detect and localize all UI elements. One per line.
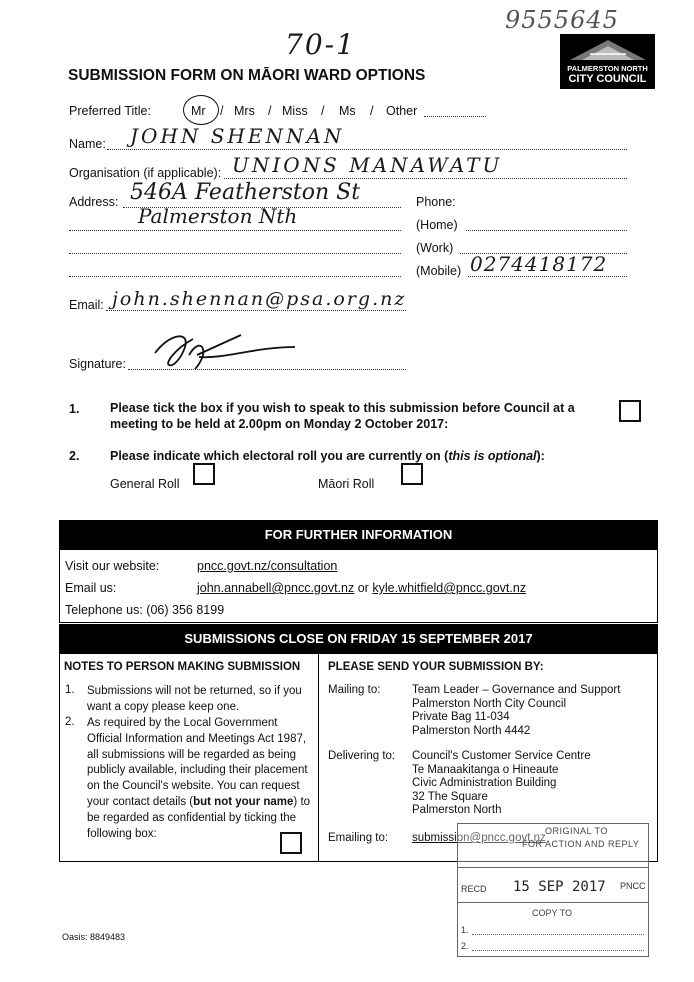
stamp-original-to: ORIGINAL TO xyxy=(545,826,608,836)
title-separator: / xyxy=(220,104,224,118)
organisation-line[interactable] xyxy=(224,178,627,179)
delivering-line: Te Manaakitanga o Hineaute xyxy=(412,763,559,776)
email-label: Email: xyxy=(69,298,104,312)
note-2-bold: but not your name xyxy=(193,795,294,808)
stamp-row-line xyxy=(472,934,644,935)
handwritten-signature xyxy=(145,325,305,375)
mailing-label: Mailing to: xyxy=(328,684,381,696)
title-label: Preferred Title: xyxy=(69,104,151,118)
stamp-divider xyxy=(457,902,649,903)
title-other-line[interactable] xyxy=(424,116,486,117)
mailing-address xyxy=(412,684,620,738)
page-title: SUBMISSION FORM ON MĀORI WARD OPTIONS xyxy=(68,67,426,84)
email-us-label: Email us: xyxy=(65,581,117,595)
email-links xyxy=(197,581,526,595)
title-option-mr[interactable]: Mr xyxy=(191,104,206,118)
title-option-mrs[interactable]: Mrs xyxy=(234,104,255,118)
note-2-line: Official Information and Meetings Act 1987, xyxy=(87,732,307,745)
stamp-action-reply: FOR ACTION AND REPLY xyxy=(522,839,640,849)
address-line-4[interactable] xyxy=(69,276,401,277)
question-1-text: Please tick the box if you wish to speak to this submission before Council at a meeting to be held at 2.00pm on Monday 2 October 2017: xyxy=(110,401,575,431)
website-label: Visit our website: xyxy=(65,559,160,573)
note-2-pre: your contact details ( xyxy=(87,795,194,808)
delivering-line: Council's Customer Service Centre xyxy=(412,750,591,762)
stamp-divider xyxy=(457,867,649,868)
question-1-number: 1. xyxy=(69,402,80,416)
note-2-line: following box: xyxy=(87,827,157,840)
phone-mobile-value: 0274418172 xyxy=(470,252,608,276)
further-info-heading: FOR FURTHER INFORMATION xyxy=(59,520,658,550)
question-2-text xyxy=(110,449,545,463)
organisation-value: UNIONS MANAWATU xyxy=(232,153,503,177)
stamp-date: 15 SEP 2017 xyxy=(513,879,606,895)
delivering-line: Palmerston North xyxy=(412,804,502,816)
email-line[interactable] xyxy=(106,310,406,311)
address-line-2[interactable] xyxy=(69,230,401,231)
submissions-close-banner: SUBMISSIONS CLOSE ON FRIDAY 15 SEPTEMBER 2017 xyxy=(59,624,658,654)
confidential-checkbox[interactable] xyxy=(280,832,302,854)
title-option-miss[interactable]: Miss xyxy=(282,104,308,118)
title-option-other[interactable]: Other xyxy=(386,104,418,118)
title-separator: / xyxy=(268,104,272,118)
name-value: JOHN SHENNAN xyxy=(130,124,345,148)
phone-mobile-label: (Mobile) xyxy=(416,264,462,278)
general-roll-checkbox[interactable] xyxy=(193,463,215,485)
question-2-text-start: Please indicate which electoral roll you are currently on ( xyxy=(110,449,449,463)
question-2-number: 2. xyxy=(69,449,80,463)
handwritten-reference-number: 9555645 xyxy=(505,6,619,34)
phone-home-line[interactable] xyxy=(466,230,627,231)
address-label: Address: xyxy=(69,195,119,209)
stamp-row-1: 1. xyxy=(461,925,469,935)
delivering-line: Civic Administration Building xyxy=(412,777,557,789)
title-option-ms[interactable]: Ms xyxy=(339,104,356,118)
question-2-optional: this is optional xyxy=(448,449,537,463)
note-2-line: As required by the Local Government xyxy=(87,717,278,729)
stamp-recd-label: RECD xyxy=(461,884,487,894)
delivering-label: Delivering to: xyxy=(328,750,396,762)
email-value: john.shennan@psa.org.nz xyxy=(112,288,407,310)
name-line[interactable] xyxy=(107,149,627,150)
handwritten-form-number: 70-1 xyxy=(285,28,356,61)
address-line-3[interactable] xyxy=(69,253,401,254)
website-link[interactable]: pncc.govt.nz/consultation xyxy=(197,559,338,573)
email-link-2[interactable]: kyle.whitfield@pncc.govt.nz xyxy=(372,581,527,595)
note-2-line: all submissions will be regarded as being xyxy=(87,748,297,761)
note-2-number: 2. xyxy=(65,716,75,728)
stamp-row-line xyxy=(472,950,644,951)
stamp-copy-to: COPY TO xyxy=(532,908,573,918)
phone-work-label: (Work) xyxy=(416,241,454,255)
note-2-line: on the Council's website. You can request xyxy=(87,780,300,793)
general-roll-label: General Roll xyxy=(110,477,180,491)
mailing-line: Private Bag 11-034 xyxy=(412,711,510,723)
send-heading: PLEASE SEND YOUR SUBMISSION BY: xyxy=(328,661,544,673)
council-logo xyxy=(560,34,655,89)
note-1-text xyxy=(87,684,302,716)
email-link-1[interactable]: john.annabell@pncc.govt.nz xyxy=(197,581,355,595)
phone-label: Phone: xyxy=(416,195,456,209)
logo-line-2: CITY COUNCIL xyxy=(568,73,647,85)
telephone-text: Telephone us: (06) 356 8199 xyxy=(65,603,225,617)
note-1-line: Submissions will not be returned, so if you xyxy=(87,685,302,697)
note-2-line: be regarded as confidential by ticking the xyxy=(87,811,297,824)
stamp-pncc: PNCC xyxy=(620,881,646,891)
maori-roll-checkbox[interactable] xyxy=(401,463,423,485)
delivering-line: 32 The Square xyxy=(412,790,488,803)
mailing-line: Palmerston North City Council xyxy=(412,697,567,710)
question-2-text-end: ): xyxy=(536,449,545,463)
notes-heading: NOTES TO PERSON MAKING SUBMISSION xyxy=(64,661,301,673)
stamp-row-2: 2. xyxy=(461,941,469,951)
note-1-number: 1. xyxy=(65,684,75,696)
logo-mark-icon xyxy=(560,36,655,64)
mailing-line: Team Leader – Governance and Support xyxy=(412,684,621,696)
note-2-text xyxy=(87,716,310,842)
oasis-reference: Oasis: 8849483 xyxy=(62,932,126,942)
address-value-2: Palmerston Nth xyxy=(138,204,298,228)
organisation-label: Organisation (if applicable): xyxy=(69,166,222,180)
note-2-line xyxy=(87,795,310,811)
panel-divider xyxy=(318,654,319,862)
logo-line-1: PALMERSTON NORTH xyxy=(567,64,648,73)
emailing-label: Emailing to: xyxy=(328,832,389,844)
signature-label: Signature: xyxy=(69,357,126,371)
note-2-post: ) to xyxy=(293,795,311,808)
email-or: or xyxy=(357,581,369,595)
phone-mobile-line[interactable] xyxy=(468,276,627,277)
phone-home-label: (Home) xyxy=(416,218,458,232)
title-separator: / xyxy=(370,104,374,118)
delivering-address xyxy=(412,750,591,818)
note-1-line: want a copy please keep one. xyxy=(87,700,240,713)
mailing-line: Palmerston North 4442 xyxy=(412,724,531,737)
note-2-line: publicly available, including their placement xyxy=(87,764,308,777)
speak-checkbox[interactable] xyxy=(619,400,641,422)
emailing-link[interactable]: submission@pncc.govt.nz xyxy=(412,832,546,844)
title-separator: / xyxy=(321,104,325,118)
maori-roll-label: Māori Roll xyxy=(318,477,375,491)
address-value-1: 546A Featherston St xyxy=(130,180,361,205)
name-label: Name: xyxy=(69,137,106,151)
